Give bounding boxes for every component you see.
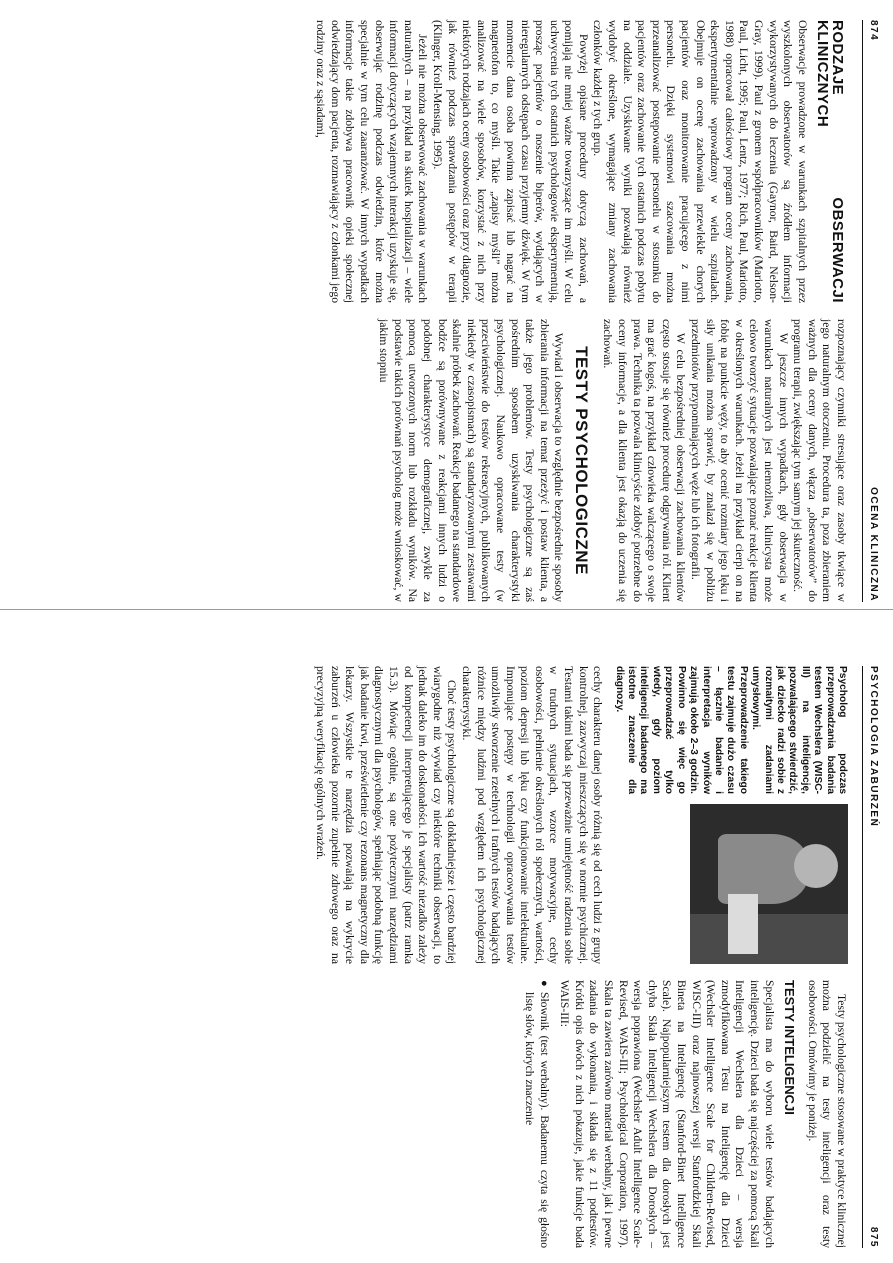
- page-number: 875: [868, 1226, 880, 1248]
- paragraph: rozpoznający czynniki stresujące oraz zasoby tkwiące w jego naturalnym otoczeniu. Procedura ta, poza zbieraniem ważnych dla oceny danych, włącza „obserwatorów” do programu terapii, zwiększając tym samym jej skuteczność.: [791, 319, 848, 602]
- book-page-874: [15, 6, 885, 616]
- paragraph: Testy psychologiczne stosowane w praktyce klinicznej można podzielić na testy inteligencji oraz testy osobowości. Omówimy je poniżej.: [805, 980, 848, 1248]
- figure: [612, 666, 848, 964]
- paragraph: W celu bezpośredniej obserwacji zachowania klientów często stosuje się również procedurę odgrywania ról. Klient ma grać kogoś, na przykład człowieka walczącego o swoje prawa. Technika ta pozwala klinicyście zdobyć potrzebne do oceny informacje, a dla klienta jest okazją do uczenia się zachowań.: [601, 319, 688, 602]
- text-columns: [312, 666, 848, 1248]
- book-page-875: [15, 652, 885, 1262]
- figure-caption: Psycholog podczas przeprowadzania badania testem Wechslera (WISC-III) na inteligencję, pozwalającego stwierdzić, jak dziecko radzi sobie z rozmaitymi zadaniami umysłowymi. Przeprowadzenie takiego testu zajmuje dużo czasu – łącznie badanie i interpretacja wyników zajmują około 2–3 godzin. Powinno się więc go przeprowadzać tylko wtedy, gdy poziom inteligencji badanego ma istotne znaczenie dla diagnozy.: [613, 666, 848, 794]
- section-heading: RODZAJE OBSERWACJI KLINICZNYCH: [814, 20, 846, 303]
- bullet-item: ● Słownik (test werbalny). Badanemu czyta się głośno listę słów, których znaczenie: [522, 980, 551, 1248]
- testing-session-photo: [690, 804, 848, 964]
- paragraph: Choć testy psychologiczne są dokładniejsze i często bardziej wiarygodne niż wywiad czy niektóre techniki obserwacji, to jednak daleko im do doskonałości. Ich wartość niezadko zależy od kompetencji interpretującego je specjalisty (patrz ramka 15.3). Mówiąc ogólnie, są one pożytecznymi narzędziami diagnostycznymi dla psychologów, spełniając podobną funkcję jak badanie krwi, prześwietlenie czy rezonans magnetyczny dla lekarzy. Wszystkie te narzędzia pozwalają na wykrycie zaburzeń u człowieka pozornie zupełnie zdrowego oraz na precyzyjną weryfikację ogólnych wrażeń.: [314, 666, 459, 964]
- column-2: [313, 319, 848, 602]
- section-heading: TESTY INTELIGENCJI: [782, 980, 798, 1115]
- paragraph: cechy charakteru danej osoby różnią się od cech ludzi z grupy kontrolnej, zazwyczaj mieszczących się w normie psychicznej. Testami takimi bada się przeważnie umiejętność radzenia sobie w trudnych sytuacjach, wzorce motywacyjne, cechy osobowości, pełnienie określonych ról społecznych, wartości, poziom depresji lub lęku czy funkcjonowanie intelektualne. Imponujące postępy w technologii opracowywania testów umożliwiły stworzenie rzetelnych i trafnych testów badających różnice między ludźmi pod względem ich psychologicznej charakterystyki.: [459, 666, 605, 964]
- section-heading: TESTY PSYCHOLOGICZNE: [571, 346, 591, 575]
- paragraph: Specjalista ma do wyboru wiele testów badających inteligencję. Dzieci bada się najczęściej za pomocą Skali Inteligencji Wechslera dla Dzieci – wersja zmodyfikowana Testu na Inteligencję dla Dzieci (Wechsler Intelligence Scale for Children-Revised, WISC-III) oraz najnowszej wersji Stanfordzkiej Skali Bineta na Inteligencję (Stanford-Binet Intelligence Scale). Najpopularniejszym testem dla dorosłych jest chyba Skala Inteligencji Wechslera dla Dorosłych – wersja poprawiona (Wechsler Adult Intelligence Scale-Revised, WAIS-III; Psychological Corporation, 1997). Skala ta zawiera zarówno materiał werbalny, jak i pewne zadania do wykonania, i składa się z 11 podtestów. Krótki opis dwóch z nich pokazuje, jakie funkcje bada WAIS-III:: [558, 980, 776, 1248]
- bullet-list: [522, 980, 551, 1248]
- paragraph: Powyżej opisane procedury dotyczą zachowań, a pomijają nie mniej ważne towarzyszące im myśli. W celu uchwycenia tych ostatnich psychologowie eksperymentują, prosząc pacjentów o noszenie biperów, wydających w nieregularnych odstępach czasu przyjemny dźwięk. W tym momencie dana osoba powinna zapisać lub nagrać na magnetofon to, co myśli. Takie „zapisy myśli” można analizować na wiele sposobów, korzystać z nich przy niektórych rodzajach oceny osobowości oraz przy diagnozie, jak również podczas sprawdzania postępów w terapii (Klinger, Kroll-Mensing, 1995).: [430, 20, 590, 303]
- text-columns: [313, 20, 848, 602]
- running-head: [862, 666, 885, 1248]
- page-number: 874: [868, 20, 880, 42]
- paragraph: Jeżeli nie można obserwować zachowania w warunkach naturalnych – na przykład na skutek hospitalizacji – wiele informacji dotyczących wzajemnych interakcji uzyskuje się, obserwując rodzinę podczas odwiedzin, które można specjalnie w tym celu zaaranżować. W innych wypadkach informacje takie zdobywa pracownik opieki społecznej odwiedzający dom pacjenta, rozmawiający z członkami jego rodziny oraz z sąsiadami,: [314, 20, 430, 303]
- column-1: [312, 666, 848, 964]
- paragraph: W jeszcze innych wypadkach, gdy obserwacja w warunkach naturalnych jest niemożliwa, klinicysta może celowo tworzyć sytuacje pozwalające poznać reakcje klienta w określonych warunkach. Jeżeli na przykład cierpi on na fobię na punkcie węży, to aby ocenić rozmiary jego lęku i siły unikania można sprawić, by znalazł się w pobliżu przedmiotów przypominających węże lub ich fotografii.: [689, 319, 790, 602]
- running-head: [862, 20, 885, 602]
- running-head-title: OCENA KLINICZNA: [868, 487, 880, 602]
- running-head-title: PSYCHOLOGIA ZABURZEŃ: [868, 666, 880, 828]
- paragraph: Wywiad i obserwacja to względnie bezpośrednie sposoby zbierania informacji na temat przeżyć i postaw klienta, a także jego problemów. Testy psychologiczne są zaś pośrednim sposobem uzyskiwania charakterystyki psychologicznej. Naukowo opracowane testy (w przeciwieństwie do testów rekreacyjnych, publikowanych niekiedy w czasopismach) są standaryzowanymi zestawami skalnie próbek zachowań. Reakcje badanego na standardowe bodźce są porównywane z reakcjami innych ludzi o podobnej charakterystyce demograficznej, zwykle za pomocą utworzonych norm lub rozkładu wyników. Na podstawie takich porównań psycholog może wnioskować, w jakim stopniu: [377, 319, 566, 602]
- paragraph: Obserwacje prowadzone w warunkach szpitalnych przez wyszkolonych obserwatorów są źródłem informacji wykorzystywanych do leczenia (Gaynor, Baird, Nelson-Gray, 1999). Paul z gronem współpracowników (Mariotto, Paul, Licht, 1995; Paul, Lentz, 1977; Rich, Paul, Mariotto, 1988) opracował całościowy program oceny zachowania, ekspertymentalnie wprowadzony w wielu szpitalach. Obejmuje on ocenę zachowania przewlekle chorych pacjentów oraz monitorowanie pracującego z nimi personelu. Dzięki systemowi szacowania można przeanalizować postępowanie personelu w stosunku do pacjentów oraz zachowanie tych ostatnich podczas pobytu na oddziale. Uzyskiwane wyniki pozwalają również wydobyć określone, wymagające zmiany zachowania członków każdej z tych grup.: [591, 20, 809, 303]
- column-1: [313, 20, 848, 303]
- column-2: [312, 980, 848, 1248]
